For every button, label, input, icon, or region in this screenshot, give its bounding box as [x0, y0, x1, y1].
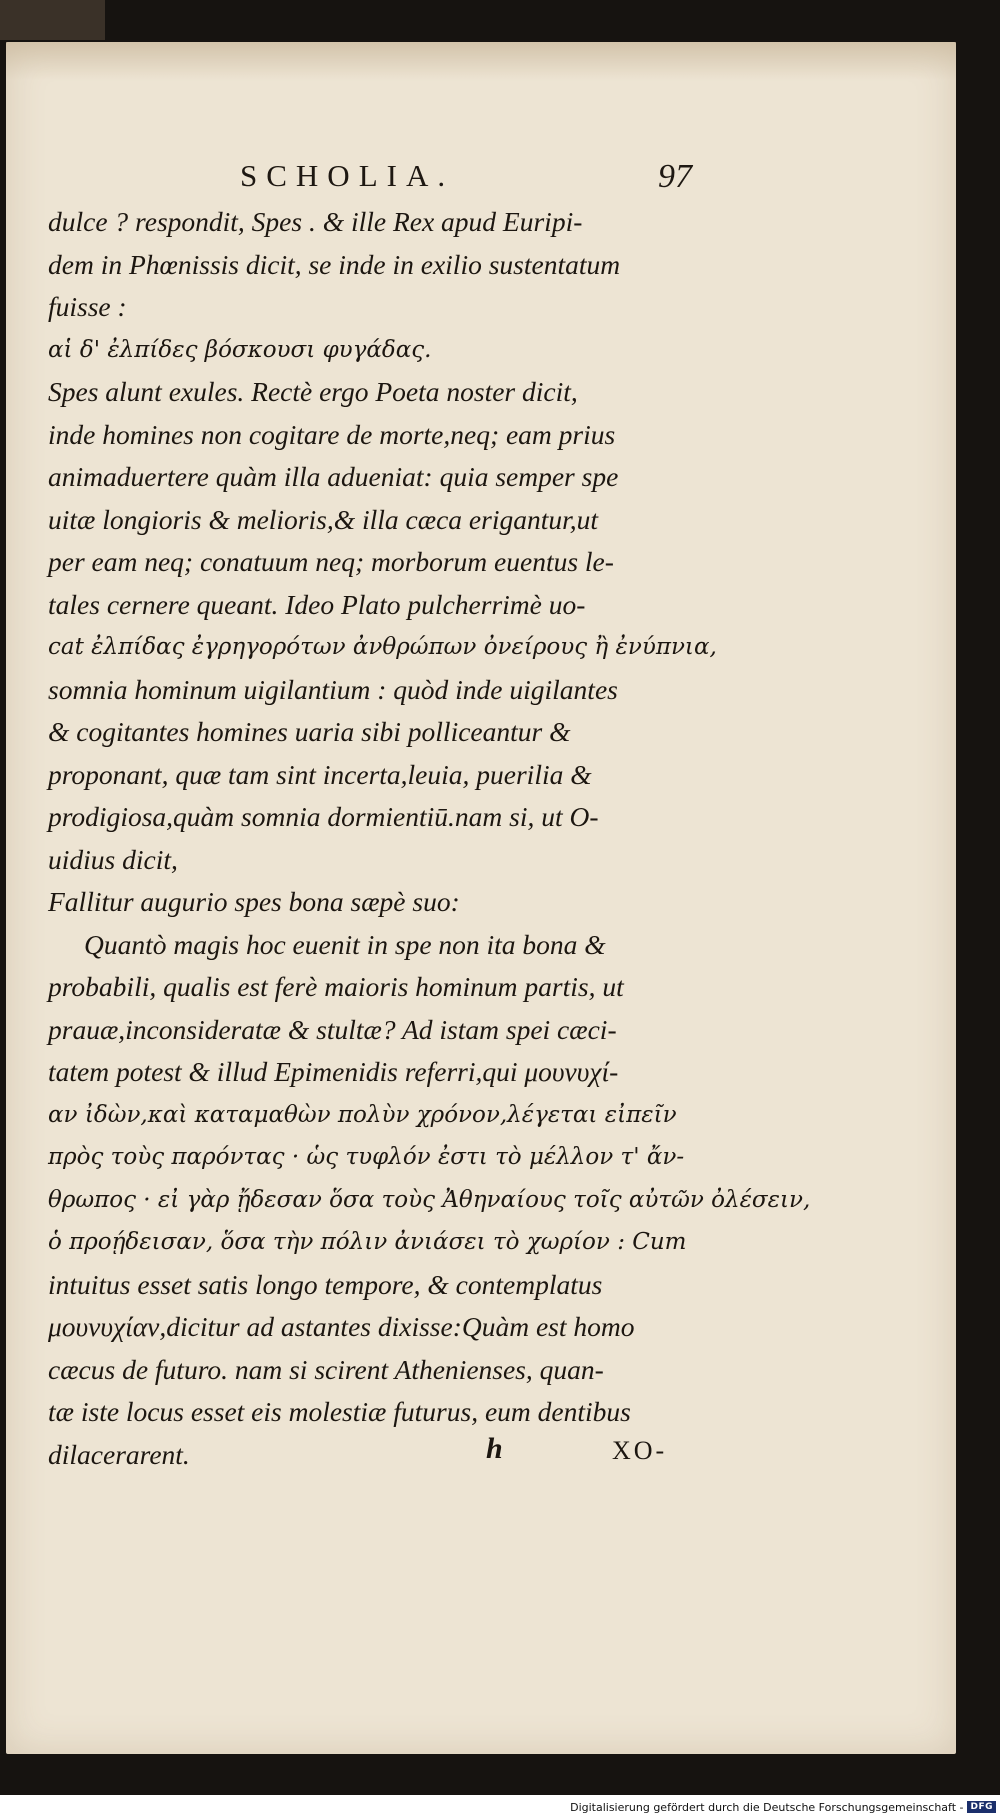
text-line: probabili, qualis est ferè maioris hominum partis, ut [48, 971, 624, 1002]
running-head: SCHOLIA. [240, 158, 455, 193]
paragraph-start-line: Quantò magis hoc euenit in spe non ita bona & [84, 928, 606, 960]
text-line: per eam neq; conatuum neq; morborum euentus le- [48, 546, 614, 577]
text-line: inde homines non cogitare de morte,neq; eam prius [48, 418, 616, 450]
signature-mark: h [486, 1432, 503, 1465]
text-line: dilacerarent. [48, 1438, 190, 1470]
text-line: fuisse : [48, 291, 127, 322]
text-line: proponant, quæ tam sint incerta,leuia, puerilia & [48, 758, 592, 790]
page-body [48, 201, 811, 1476]
text-line: Spes alunt exules. Rectè ergo Poeta noster dicit, [48, 376, 578, 407]
text-line: prauæ,inconsideratæ & stultæ? Ad istam spei cæci- [48, 1013, 617, 1045]
text-line: cæcus de futuro. nam si scirent Athenienses, quan- [48, 1353, 604, 1385]
verse-quote-line: Fallitur augurio spes bona sæpè suo: [48, 886, 460, 917]
text-line: uidius dicit, [48, 843, 178, 875]
text-line: tæ iste locus esset eis molestiæ futurus, eum dentibus [48, 1396, 631, 1427]
greek-line: αν ἰδὼν,καὶ καταμαθὼν πολὺν χρόνον,λέγεται εἰπεῖν [48, 1101, 677, 1128]
text-line: animaduertere quàm illa adueniat: quia semper spe [48, 461, 619, 492]
text-line: somnia hominum uigilantium : quòd inde uigilantes [48, 673, 618, 705]
text-line: μουνυχίαν,dicitur ad astantes dixisse:Quàm est homo [48, 1311, 635, 1342]
page-number: 97 [658, 158, 692, 195]
text-line: uitæ longioris & melioris,& illa cæca erigantur,ut [48, 503, 599, 535]
text-line: tales cernere queant. Ideo Plato pulcherrimè uo- [48, 588, 586, 620]
text-line: prodigiosa,quàm somnia dormientiū.nam si, ut O- [48, 801, 599, 832]
digitization-credit [570, 1799, 996, 1815]
text-line: & cogitantes homines uaria sibi polliceantur & [48, 716, 571, 747]
dfg-logo: DFG [967, 1801, 996, 1813]
page-stain [6, 42, 956, 80]
greek-line: ὁ προῄδεισαν, ὅσα τὴν πόλιν ἀνιάσει τὸ χωρίον : Cum [48, 1229, 687, 1255]
greek-line: cat ἐλπίδας ἐγρηγορότων ἀνθρώπων ὀνείρους ἢ ἐνύπνια, [48, 634, 717, 660]
greek-line: πρὸς τοὺς παρόντας · ὡς τυφλόν ἐστι τὸ μέλλον τ' ἄν- [48, 1144, 685, 1170]
text-line: dulce ? respondit, Spes . & ille Rex apud Euripi- [48, 206, 583, 237]
text-line: dem in Phœnissis dicit, se inde in exilio sustentatum [48, 248, 621, 280]
text-line: tatem potest & illud Epimenidis referri,qui μουνυχί- [48, 1056, 619, 1087]
text-line: intuitus esset satis longo tempore, & contemplatus [48, 1268, 603, 1300]
greek-quote-line: αἱ δ' ἐλπίδες βόσκουσι φυγάδας. [48, 336, 432, 363]
credit-text: Digitalisierung gefördert durch die Deutsche Forschungsgemeinschaft - [570, 1800, 964, 1814]
scan-corner [0, 0, 105, 40]
catchword: XO- [612, 1436, 668, 1465]
greek-line: θρωπος · εἰ γὰρ ᾔδεσαν ὅσα τοὺς Ἀθηναίους τοῖς αὐτῶν ὀλέσειν, [48, 1186, 811, 1213]
